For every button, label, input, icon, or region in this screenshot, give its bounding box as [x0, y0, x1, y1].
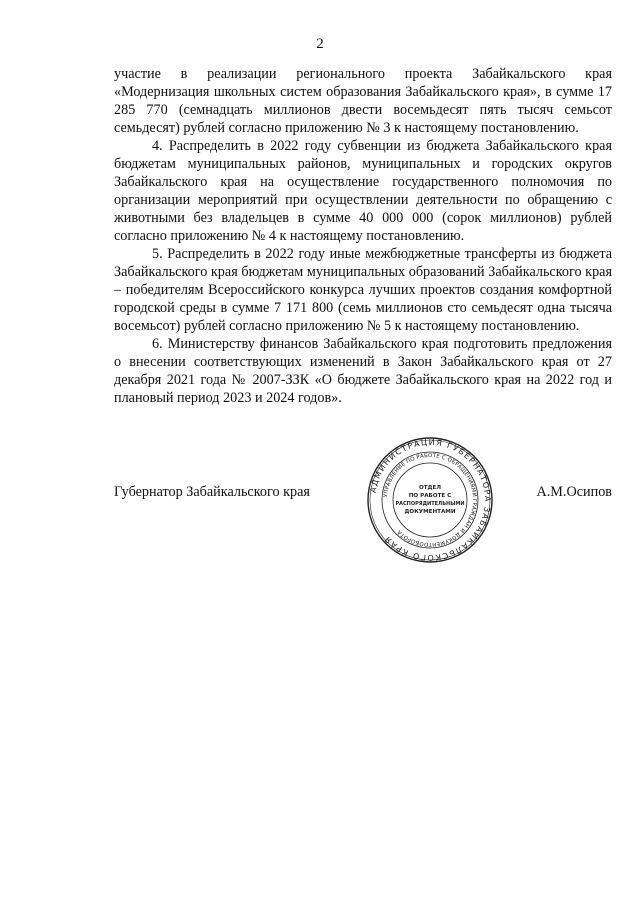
- page-number: 2: [316, 36, 324, 52]
- paragraph-continuation: участие в реализации регионального проекта Забайкальского края «Модернизация школьных систем образования Забайкальского края», в сумме 17 285 770 (семнадцать миллионов двести восемьдесят пять тысяч семьсот семьдесят) рублей согласно приложению № 3 к настоящему постановлению.: [114, 66, 612, 136]
- seal-center-line-4: ДОКУМЕНТАМИ: [404, 509, 456, 515]
- seal-middle-ring: [382, 452, 478, 548]
- seal-inner-text: УПРАВЛЕНИЕ ПО РАБОТЕ С ОБРАЩЕНИЯМИ ГРАЖДАН И ДОКУМЕНТООБОРОТА: [383, 452, 478, 548]
- signatory-name: А.М.Осипов: [536, 484, 612, 500]
- paragraph-6: 6. Министерству финансов Забайкальского края подготовить предложения о внесении соответствующих изменений в Закон Забайкальского края от 27 декабря 2021 года № 2007-ЗЗК «О бюджете Забайкальского края на 2022 год и плановый период 2023 и 2024 годов».: [114, 336, 612, 406]
- paragraph-5: 5. Распределить в 2022 году иные межбюджетные трансферты из бюджета Забайкальского края бюджетам муниципальных образований Забайкальского края – победителям Всероссийского конкурса лучших проектов создания комфортной городской среды в сумме 7 171 800 (семь миллионов сто семьдесят одна тысяча восемьсот) рублей согласно приложению № 5 к настоящему постановлению.: [114, 246, 612, 334]
- official-seal: [366, 436, 494, 564]
- document-body: [114, 65, 612, 407]
- seal-center-line-2: ПО РАБОТЕ С: [408, 493, 452, 499]
- seal-graphic: [366, 436, 494, 564]
- seal-center-line-1: ОТДЕЛ: [418, 485, 442, 491]
- paragraph-4: 4. Распределить в 2022 году субвенции из бюджета Забайкальского края бюджетам муниципальных районов, муниципальных и городских округов Забайкальского края на осуществление государственного полномочия по организации мероприятий при осуществлении деятельности по обращению с животными без владельцев в сумме 40 000 000 (сорок миллионов) рублей согласно приложению № 4 к настоящему постановлению.: [114, 138, 612, 244]
- seal-inner-ring: [393, 463, 467, 537]
- seal-outer-text: АДМИНИСТРАЦИЯ ГУБЕРНАТОРА ЗАБАЙКАЛЬСКОГО КРАЯ: [368, 437, 493, 563]
- signatory-position: Губернатор Забайкальского края: [114, 484, 310, 500]
- seal-center-line-3: РАСПОРЯДИТЕЛЬНЫМИ: [395, 501, 465, 507]
